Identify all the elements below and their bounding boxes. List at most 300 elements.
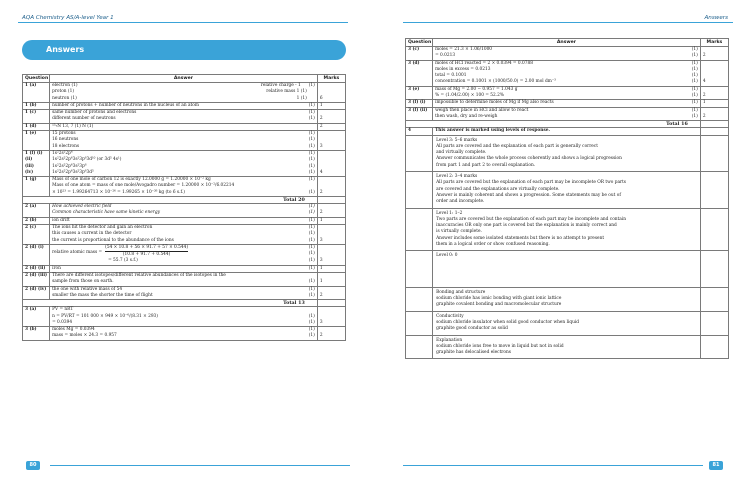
- total-label: Total 16: [666, 121, 688, 128]
- marks-cell: [317, 265, 345, 272]
- marks-total: 2: [319, 292, 323, 298]
- marks-cell: [700, 86, 728, 100]
- mark-point: (1): [691, 47, 698, 52]
- question-number: [23, 177, 50, 197]
- answer-line: [435, 79, 698, 85]
- answer-mark-group: [309, 218, 315, 224]
- formula-result: = 55.7 (3 s.f.): [108, 258, 138, 264]
- marks-total: 6: [319, 95, 323, 101]
- answer-line: [52, 96, 315, 102]
- total-row: [23, 197, 346, 204]
- answer-cell: [50, 224, 318, 244]
- col-answer: Answer: [50, 75, 318, 83]
- mark-point: (1): [691, 107, 698, 113]
- level-line: Level 1: 1–2: [436, 210, 463, 216]
- marks-total: 2: [319, 189, 323, 195]
- sub-question-label: (iv): [25, 169, 34, 175]
- answer-cell: [433, 100, 701, 107]
- question-number: [23, 204, 50, 218]
- answer-detail: 1 (1): [296, 95, 307, 101]
- question-number: [23, 110, 50, 124]
- table-row: [23, 83, 346, 103]
- answer-text: number of protons + number of neutrons in the nucleus of an atom: [52, 102, 199, 108]
- col-question: Question: [406, 39, 433, 47]
- level-line: is virtually complete.: [436, 229, 482, 235]
- answer-line: [52, 210, 315, 216]
- level-line: graphite covalent bonding and macromolecular structure: [436, 302, 562, 308]
- answer-text: 15 protons: [52, 131, 76, 137]
- answer-cell: [50, 123, 318, 130]
- answer-mark-group: [692, 53, 698, 59]
- answer-text: There are different isotopes/different relative abundances of the isotopes in the: [52, 273, 226, 279]
- mark-point: (1): [691, 86, 698, 92]
- level-line: sodium chloride ions free to move in liquid but not in solid: [436, 343, 564, 349]
- table-row: [23, 123, 346, 130]
- level-line: from part 1 and part 2 to overall explanation.: [436, 162, 536, 168]
- mark-point: (1): [308, 163, 315, 169]
- answer-line: [52, 103, 315, 109]
- formula-result-line: [52, 258, 315, 264]
- page-number: 80: [26, 461, 40, 470]
- mark-point: (1): [308, 251, 315, 257]
- answer-cell: [433, 251, 701, 287]
- answer-line: [52, 116, 315, 122]
- answer-mark-group: [309, 293, 315, 299]
- footer-rule: [50, 465, 350, 466]
- level-line: graphite good conductor as solid: [436, 326, 508, 332]
- table-row: [23, 307, 346, 327]
- answer-text: the one with relative mass of 54: [52, 286, 123, 292]
- col-marks: Marks: [700, 39, 728, 47]
- level-line: All parts are covered and the explanation of each part is generally correct: [436, 143, 598, 149]
- marks-cell: [700, 60, 728, 86]
- table-row: [406, 86, 729, 100]
- question-number: [406, 287, 433, 311]
- answer-line: [52, 238, 315, 244]
- answer-cell: [50, 131, 318, 151]
- marks-total: 2: [702, 113, 706, 119]
- answer-cell: [50, 307, 318, 327]
- answer-cell: [433, 47, 701, 61]
- answer-cell: [433, 135, 701, 171]
- mark-point: (1): [308, 143, 315, 149]
- fraction: [105, 245, 188, 259]
- table-row: [23, 244, 346, 265]
- answer-cell: [50, 265, 318, 272]
- answer-cell: [50, 204, 318, 218]
- question-label: 1 (f) (i): [25, 150, 43, 156]
- marks-cell: [317, 131, 345, 151]
- header-rule: [18, 22, 348, 23]
- mark-point: (1): [308, 231, 315, 237]
- answer-text: PV = nRT: [52, 307, 74, 313]
- table-row: [23, 204, 346, 218]
- mark-point: (1): [308, 244, 315, 250]
- table-row: [23, 102, 346, 109]
- level-line: inaccuracies OR only one part is covered but the explanation is mainly correct and: [436, 223, 617, 229]
- answer-text: mass = moles × 24.3 = 0.957: [52, 333, 117, 339]
- level-line: Answer communicates the whole process coherently and shows a logical progression: [436, 156, 622, 162]
- question-number: [23, 123, 50, 130]
- answer-text: mass of Mg = 2.00 − 0.957 = 1.043 g: [435, 86, 518, 92]
- answer-mark-group: [309, 177, 315, 183]
- level-line: Answer includes some isolated statements but there is no attempt to present: [436, 235, 605, 241]
- answer-text: n = PV/RT = 101 000 × 949 × 10⁻⁶/(8.31 × 293): [52, 313, 158, 319]
- table-row: [406, 128, 729, 135]
- mark-point: (1): [691, 113, 698, 119]
- answer-cell: [433, 172, 701, 208]
- question-label: 1 (a): [25, 83, 37, 88]
- total-row: [23, 300, 346, 307]
- marks-cell: [700, 251, 728, 287]
- question-label: 3 (f) (i): [408, 100, 426, 106]
- answer-text: smaller the mass the shorter the time of flight: [52, 292, 153, 298]
- answer-text: 1s²2s²2p⁶: [52, 150, 73, 156]
- marks-cell: [700, 47, 728, 61]
- level-line: [436, 279, 697, 285]
- question-label: 3 (d): [408, 60, 420, 66]
- question-number: [23, 150, 50, 176]
- answer-cell: [50, 327, 318, 341]
- mark-point: (1): [308, 204, 315, 210]
- question-number: [406, 172, 433, 208]
- marks-cell: [317, 204, 345, 218]
- mark-point: (1): [691, 53, 698, 59]
- question-number: [406, 208, 433, 251]
- marks-cell: [700, 107, 728, 121]
- mark-point: (1): [308, 258, 315, 264]
- marks-cell: [317, 224, 345, 244]
- answers-table-left: [22, 74, 346, 341]
- answer-mark-group: [309, 333, 315, 339]
- answer-cell: [50, 102, 318, 109]
- right-page: [375, 0, 750, 488]
- table-row: [406, 107, 729, 121]
- col-answer: Answer: [433, 39, 701, 47]
- marks-total: 2: [319, 123, 323, 129]
- marks-total: 4: [702, 79, 706, 85]
- marks-cell: [317, 307, 345, 327]
- table-row: [23, 131, 346, 151]
- question-number: [23, 244, 50, 265]
- answer-line: [435, 53, 698, 59]
- question-number: [406, 100, 433, 107]
- answer-text: total = 0.1001: [435, 73, 467, 79]
- question-label: 4: [408, 128, 411, 134]
- marks-cell: [700, 135, 728, 171]
- question-label: 1 (e): [25, 131, 37, 137]
- question-label: 2 (d) (ii): [25, 265, 46, 271]
- answers-banner: [22, 40, 346, 60]
- answer-text: moles Mg = 0.0394: [52, 327, 95, 333]
- table-row: [23, 177, 346, 197]
- question-label: 1 (c): [25, 110, 37, 116]
- question-number: [406, 135, 433, 171]
- table-row: [23, 273, 346, 287]
- table-row: [406, 335, 729, 359]
- mark-point: (1): [308, 319, 315, 325]
- marks-total: 1: [319, 217, 323, 223]
- total-spacer: [23, 300, 318, 307]
- mark-point: (1): [691, 66, 698, 72]
- question-number: [23, 307, 50, 327]
- question-number: [406, 128, 433, 135]
- answer-cell: [50, 273, 318, 287]
- answer-text: sample from those on earth.: [52, 279, 114, 285]
- question-number: [23, 131, 50, 151]
- answer-cell: [50, 83, 318, 103]
- answer-text: iron: [52, 265, 61, 271]
- answer-mark-group: [309, 116, 315, 122]
- table-row: [406, 208, 729, 251]
- answer-cell: [50, 244, 318, 265]
- mark-point: (1): [308, 131, 315, 137]
- answer-text: Common characteristic have same kinetic energy: [52, 210, 161, 216]
- level-line: Conductivity: [436, 313, 464, 319]
- question-label: 3 (e): [408, 86, 420, 92]
- answer-mark-group: [309, 320, 315, 326]
- level-line: Explanation: [436, 337, 463, 343]
- answer-text: Mass of one mole of carbon 12 is exactly 12.0000 g = 1.20000 × 10⁻² kg: [52, 177, 211, 183]
- mark-point: (1): [691, 100, 698, 106]
- answer-cell: [50, 217, 318, 224]
- mark-point: (1): [308, 116, 315, 122]
- marks-cell: [317, 327, 345, 341]
- mark-point: (1): [308, 279, 315, 285]
- col-marks: Marks: [317, 75, 345, 83]
- question-label: 3 (a): [25, 307, 37, 313]
- marks-cell: [317, 102, 345, 109]
- answer-cell: [433, 335, 701, 359]
- level-line: graphite has delocalised electrons: [436, 350, 511, 356]
- marks-total: 4: [319, 169, 323, 175]
- answer-detail: relative mass 1 (1): [266, 89, 307, 95]
- answer-cell: [50, 150, 318, 176]
- answer-mark-group: [309, 266, 315, 272]
- answer-cell: [433, 208, 701, 251]
- table-row: [406, 251, 729, 287]
- answer-text: ion drift: [52, 217, 70, 223]
- answer-line: [52, 279, 315, 285]
- mark-point: (1): [308, 210, 315, 216]
- table-row: [23, 217, 346, 224]
- answer-text: the current is proportional to the abundance of the ions: [52, 237, 174, 243]
- answer-mark-group: [309, 103, 315, 109]
- answer-text: proton (1): [52, 89, 75, 95]
- answer-text: This answer is marked using levels of response.: [435, 128, 551, 134]
- mark-point: (1): [308, 292, 315, 298]
- answer-text: concentration = 0.1001 × (1000/50.0) = 2.00 mol dm⁻³: [435, 79, 556, 85]
- marks-cell: [317, 273, 345, 287]
- level-line: Answer is mainly coherent and shows a progression. Some statements may be out of: [436, 192, 621, 198]
- answer-mark-group: [692, 114, 698, 120]
- answer-mark-group: [309, 190, 315, 196]
- mark-point: (1): [308, 177, 315, 183]
- level-line: sodium chloride has ionic bonding with giant ionic lattice: [436, 296, 562, 302]
- marks-total: 2: [319, 116, 323, 122]
- header-rule: [403, 22, 733, 23]
- marks-cell: [700, 172, 728, 208]
- answers-table-right: [405, 38, 729, 359]
- marks-cell: [700, 208, 728, 251]
- marks-total: 1: [319, 265, 323, 271]
- table-row: [406, 311, 729, 335]
- mark-point: (1): [308, 265, 315, 271]
- mark-point: (1): [308, 224, 315, 230]
- mark-point: (1): [308, 102, 315, 108]
- marks-cell: [700, 100, 728, 107]
- marks-total: 2: [702, 93, 706, 99]
- level-line: them in a logical order or show confused reasoning.: [436, 242, 550, 248]
- mark-point: (1): [308, 157, 315, 163]
- answer-text: different number of neutrons: [52, 116, 116, 122]
- level-line: Level 3: 5–6 marks: [436, 137, 478, 143]
- page-number: 81: [709, 461, 723, 470]
- mark-point: (1): [308, 286, 315, 292]
- mark-point: (1): [308, 313, 315, 319]
- question-label: 2 (d) (iv): [25, 286, 47, 292]
- marks-cell: [700, 311, 728, 335]
- mark-point: (1): [691, 60, 698, 66]
- marks-cell: [700, 335, 728, 359]
- mark-point: (1): [691, 93, 698, 99]
- mark-point: (1): [308, 110, 315, 116]
- level-line: Two parts are covered but the explanation of each part may be incomplete and contain: [436, 216, 626, 222]
- question-number: [23, 286, 50, 300]
- answer-text: moles = 21.3 × 1.06/1000: [435, 47, 493, 52]
- mark-point: (1): [308, 189, 315, 195]
- table-row: [23, 265, 346, 272]
- answer-text: impossible to determine moles of Mg if Mg also reacts: [435, 100, 554, 106]
- question-number: [23, 224, 50, 244]
- question-number: [23, 327, 50, 341]
- answer-text: 16 neutrons: [52, 137, 79, 143]
- table-row: [23, 150, 346, 176]
- answer-text: Mass of one atom = mass of one mole/Avogadro number = 1.20000 × 10⁻²/6.02214: [52, 183, 235, 189]
- answer-cell: [433, 287, 701, 311]
- marks-cell: [317, 150, 345, 176]
- answer-text: = 0.0394: [52, 319, 73, 325]
- marks-cell: [317, 177, 345, 197]
- marks-cell: [700, 128, 728, 135]
- answer-text: moles of HCl reacted = 2 × 0.0394 = 0.0788: [435, 60, 533, 66]
- question-number: [406, 86, 433, 100]
- mark-point: (1): [308, 237, 315, 243]
- question-label: 2 (b): [25, 217, 37, 223]
- marks-cell: [317, 83, 345, 103]
- total-marks-cell: [700, 121, 728, 128]
- answer-cell: [50, 286, 318, 300]
- answer-mark-group: [297, 96, 315, 102]
- question-number: [23, 273, 50, 287]
- answer-mark-group: [692, 79, 698, 85]
- total-spacer: [406, 121, 701, 128]
- level-line: Level 2: 3–4 marks: [436, 174, 478, 180]
- answer-text: neutron (1): [52, 95, 77, 101]
- answer-line: [435, 128, 698, 134]
- answer-mark-group: [309, 144, 315, 150]
- answer-cell: [433, 107, 701, 121]
- fraction-denominator: (10.8 + 91.7 + 0.544): [122, 252, 171, 258]
- question-number: [406, 107, 433, 121]
- answer-line: [435, 93, 698, 99]
- answer-detail: relative charge - 1: [260, 83, 301, 88]
- marks-cell: [317, 244, 345, 265]
- answer-line: [435, 100, 698, 106]
- answer-text: weigh then place in HCl and allow to react: [435, 107, 529, 113]
- answer-line: [52, 293, 315, 299]
- table-row: [23, 286, 346, 300]
- mark-point: (1): [308, 327, 315, 333]
- total-marks-cell: [317, 300, 345, 307]
- mark-point: (1): [308, 137, 315, 143]
- marks-total: 2: [319, 210, 323, 216]
- question-label: 2 (a): [25, 204, 37, 210]
- level-line: order and incomplete.: [436, 199, 485, 205]
- sub-question-label: (iii): [25, 163, 34, 169]
- answer-text: 1s²2s²2p⁶3s²3p⁶3d⁵: [52, 169, 94, 175]
- footer-rule: [403, 465, 703, 466]
- marks-total: 1: [319, 102, 323, 108]
- answer-line: [52, 170, 315, 176]
- marks-total: 2: [319, 333, 323, 339]
- marks-total: 3: [319, 237, 323, 243]
- fraction-numerator: (54 × 10.8 + 56 × 91.7 + 57 × 0.544): [105, 245, 188, 252]
- marks-cell: [317, 123, 345, 130]
- question-number: [406, 335, 433, 359]
- answer-text: 18 electrons: [52, 143, 80, 149]
- running-header-right: Answers: [704, 15, 728, 21]
- answer-mark-group: [309, 170, 315, 176]
- level-line: are covered and the explanations are virtually complete.: [436, 186, 560, 192]
- mark-point: (1): [308, 169, 315, 175]
- answer-text: The ions hit the detector and gain an electron: [52, 224, 153, 230]
- answer-line: [52, 320, 315, 326]
- answer-line: [52, 144, 315, 150]
- marks-total: 1: [319, 279, 323, 285]
- answer-line: [52, 333, 315, 339]
- answer-cell: [433, 311, 701, 335]
- total-label: Total 20: [283, 197, 305, 204]
- marks-total: 3: [319, 319, 323, 325]
- marks-total: 2: [702, 53, 706, 59]
- answer-text: ¹⁵₇N 13, 7 (1) N (1): [52, 123, 94, 129]
- level-line: sodium chloride insulator when solid good conductor when liquid: [436, 319, 579, 325]
- total-marks-cell: [317, 197, 345, 204]
- total-spacer: [23, 197, 318, 204]
- level-line: and virtually complete.: [436, 150, 487, 156]
- question-label: 3 (b): [25, 327, 37, 333]
- answer-text: electron (1): [52, 83, 78, 88]
- answer-mark-group: [692, 93, 698, 99]
- total-label: Total 13: [283, 300, 305, 307]
- total-row: [406, 121, 729, 128]
- question-number: [23, 102, 50, 109]
- answer-cell: [433, 60, 701, 86]
- marks-total: 1: [702, 100, 706, 106]
- mark-points: [309, 245, 315, 259]
- table-row: [23, 110, 346, 124]
- answer-text: % = (1.04/2.00) × 100 = 52.2%: [435, 93, 504, 99]
- level-line: All parts are covered but the explanation of each part may be incomplete OR two parts: [436, 180, 627, 186]
- marks-total: 3: [319, 258, 323, 264]
- banner-title: Answers: [46, 45, 85, 54]
- question-label: 2 (d) (i): [25, 244, 44, 250]
- question-label: 1 (g): [25, 177, 37, 183]
- question-number: [23, 265, 50, 272]
- answer-mark-group: [309, 238, 315, 244]
- table-row: [23, 224, 346, 244]
